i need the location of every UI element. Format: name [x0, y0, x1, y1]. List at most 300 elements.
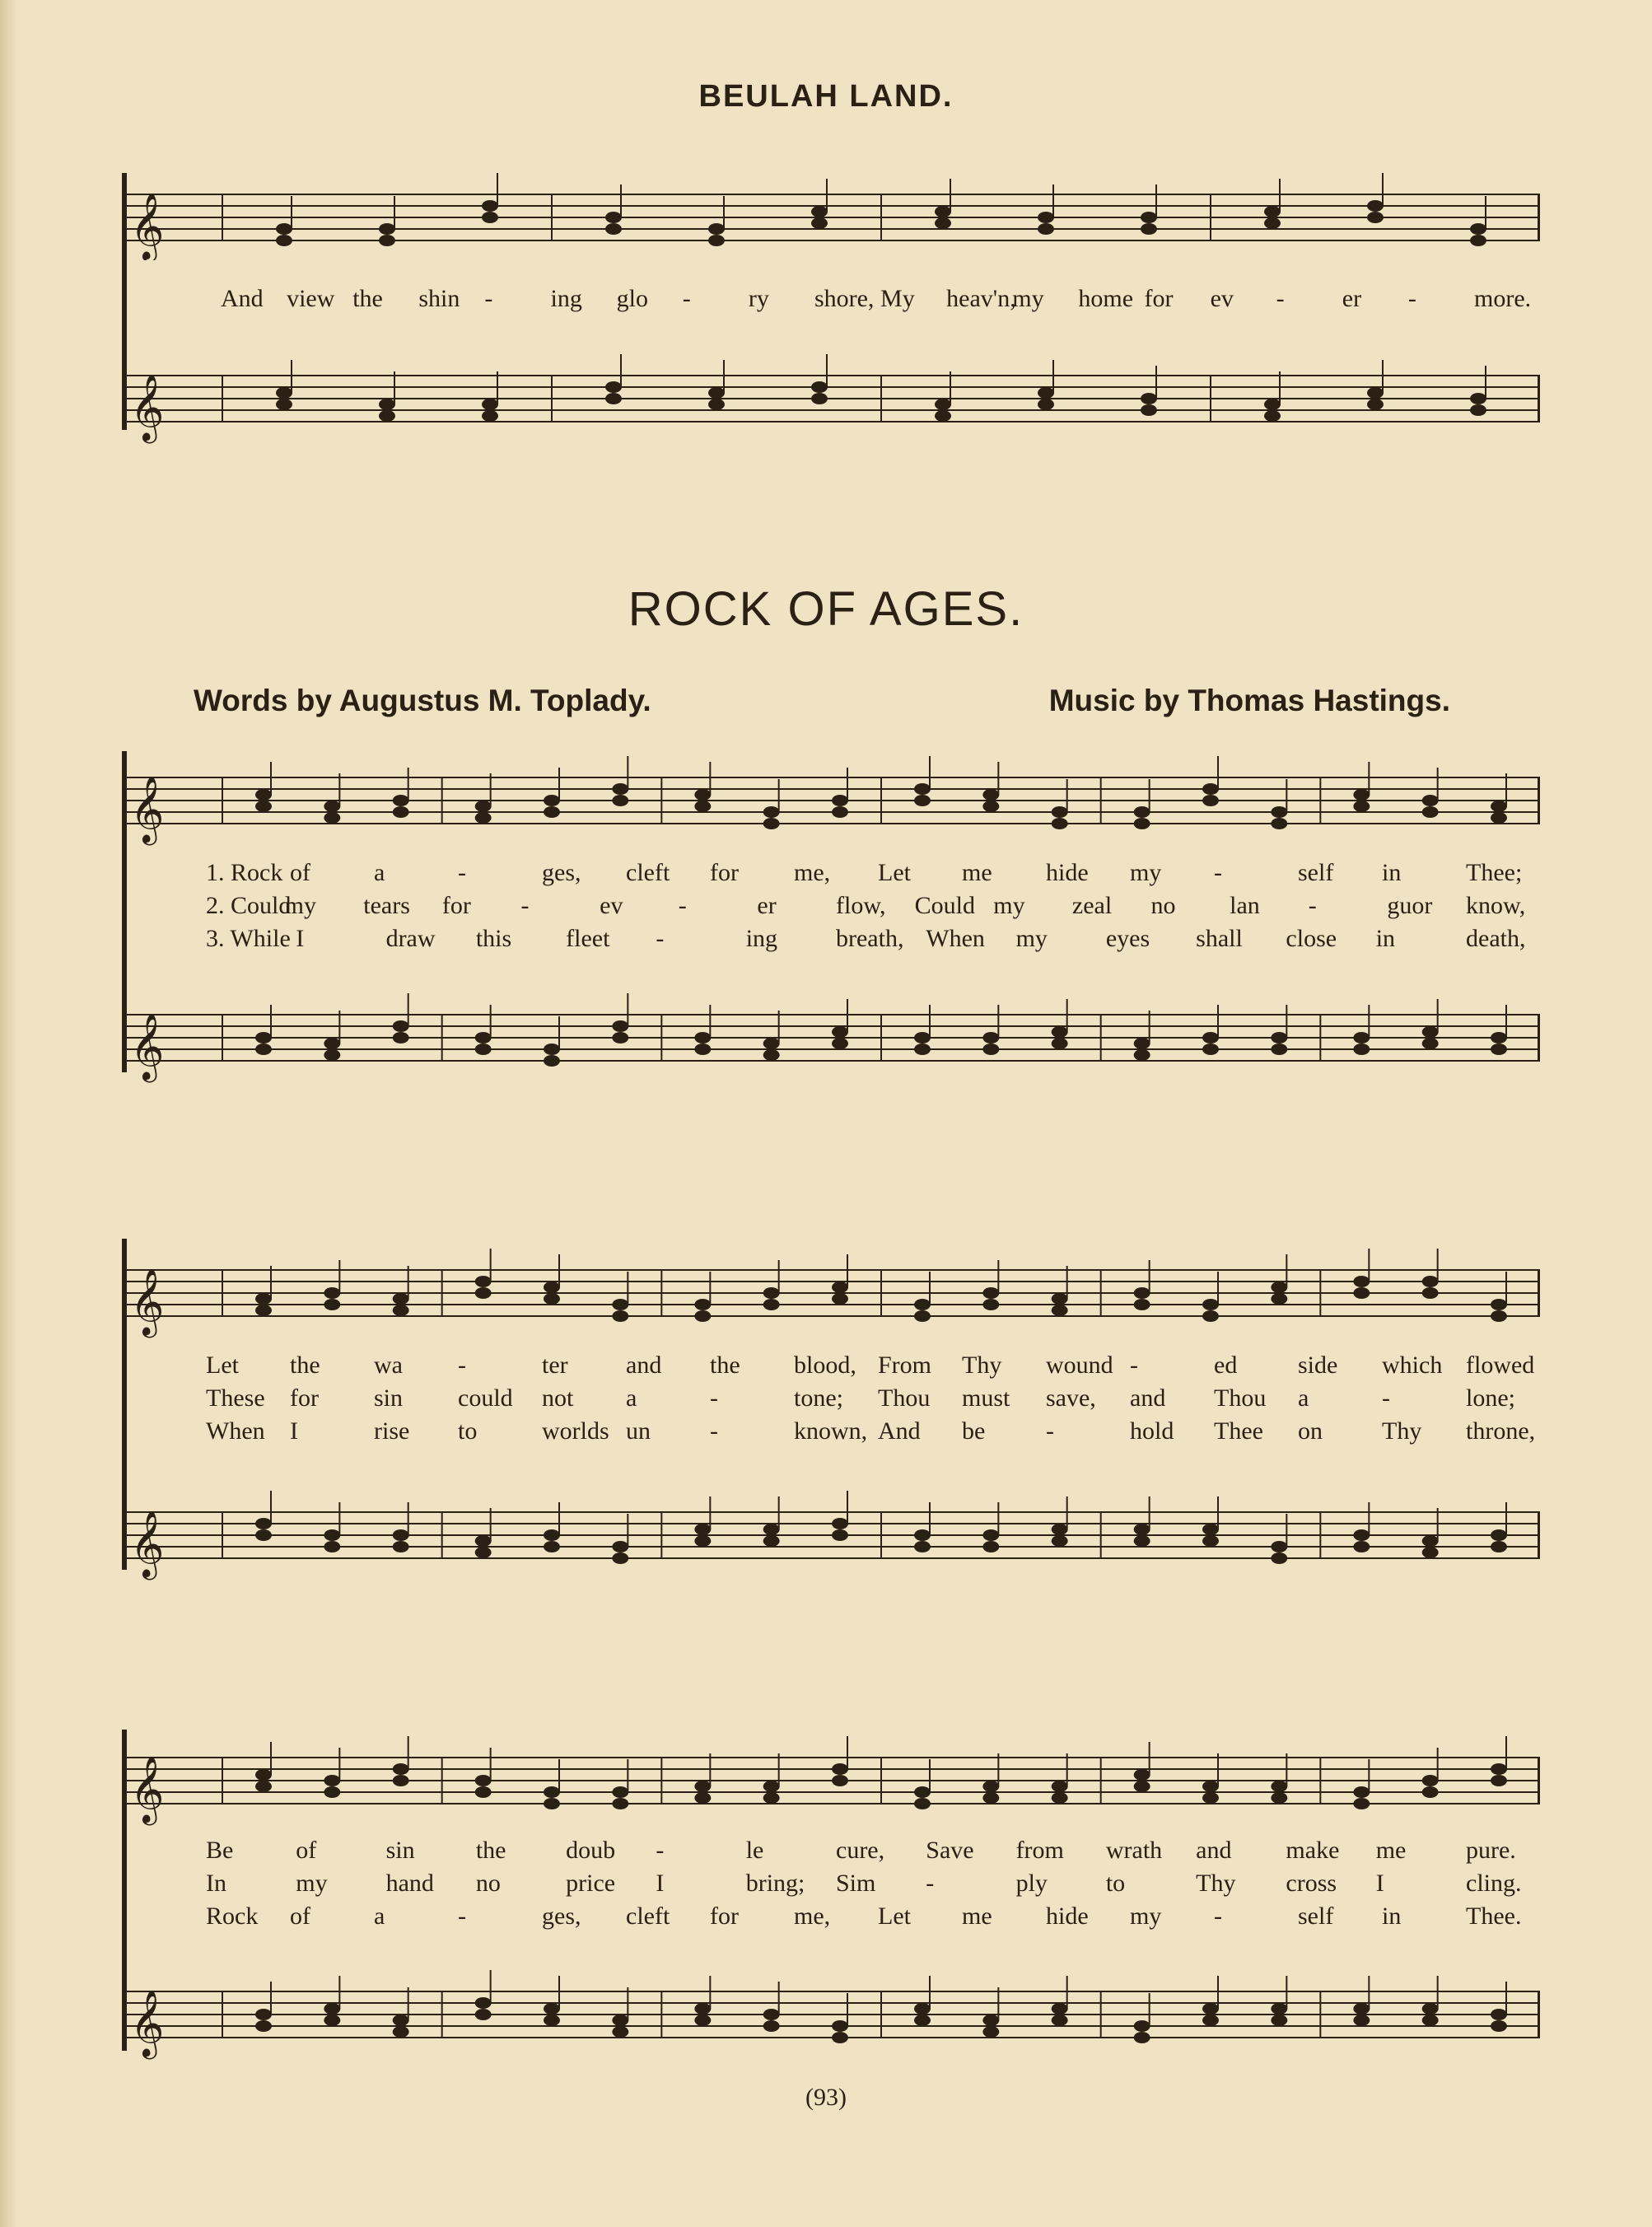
lyric-word: wrath: [1105, 1837, 1163, 1864]
clef-icon: 𝄞: [130, 1268, 165, 1335]
note-head: [832, 1775, 848, 1786]
note-head: [1422, 1547, 1439, 1558]
system2-lyric-line-3: [124, 1417, 1540, 1450]
note-head: [1134, 2020, 1150, 2032]
note-head: [914, 1032, 931, 1043]
lyric-word: -: [1214, 859, 1222, 886]
note-head: [914, 1541, 931, 1552]
lyric-word: fleet: [566, 925, 610, 952]
lyric-word: When: [926, 925, 985, 952]
note-head: [1422, 1287, 1439, 1299]
note-head: [1141, 223, 1157, 235]
lyric-word: tears: [363, 892, 410, 919]
system3-bass-staff: [124, 1954, 1540, 2077]
lyric-word: I: [290, 1417, 298, 1445]
lyric-word: no: [1150, 892, 1176, 919]
note-head: [605, 212, 622, 223]
note-head: [694, 1524, 711, 1535]
note-head: [1052, 806, 1068, 818]
note-head: [393, 1293, 409, 1305]
note-head: [612, 1020, 628, 1032]
note-head: [1271, 1792, 1287, 1804]
note-head: [935, 399, 951, 410]
lyric-word: rise: [374, 1417, 410, 1445]
note-head: [1367, 387, 1384, 399]
lyric-word: a: [374, 859, 385, 886]
note-head: [811, 381, 828, 393]
note-head: [811, 217, 828, 229]
lyric-word: on: [1298, 1417, 1323, 1445]
note-head: [914, 783, 931, 795]
note-head: [1470, 223, 1486, 235]
note-head: [1202, 1535, 1219, 1547]
note-head: [811, 393, 828, 404]
note-head: [1353, 1287, 1370, 1299]
lyric-word: hide: [1046, 859, 1089, 886]
lyric-word: wa: [374, 1352, 403, 1379]
lyric-word: draw: [385, 925, 436, 952]
note-head: [832, 795, 848, 806]
system2-lyrics: [124, 1352, 1540, 1450]
note-head: [379, 235, 395, 246]
lyric-word: for: [710, 859, 739, 886]
system2-lyric-line-2: [124, 1384, 1540, 1417]
note-head: [1353, 1529, 1370, 1541]
lyric-word: -: [1308, 892, 1317, 919]
note-head: [763, 1535, 780, 1547]
lyric-word: heav'n,: [946, 285, 1016, 312]
lyric-word: sin: [385, 1837, 415, 1864]
note-head: [1271, 2003, 1287, 2015]
note-head: [1422, 1535, 1439, 1547]
note-head: [1134, 2032, 1150, 2043]
note-head: [763, 1049, 780, 1061]
note-head: [694, 1299, 711, 1310]
note-head: [1422, 795, 1439, 806]
lyric-word: make: [1286, 1837, 1340, 1864]
note-head: [1134, 1299, 1150, 1310]
lyric-word: ing: [550, 285, 582, 312]
note-head: [1202, 1781, 1219, 1792]
note-head: [935, 410, 951, 422]
note-head: [1491, 801, 1507, 812]
note-head: [1264, 217, 1281, 229]
note-head: [694, 1310, 711, 1322]
note-head: [1422, 1775, 1439, 1786]
lyric-word: -: [520, 892, 530, 919]
note-head: [1038, 387, 1054, 399]
page-number: (93): [805, 2084, 847, 2111]
lyric-word: of: [290, 1903, 310, 1930]
note-head: [763, 1287, 780, 1299]
note-head: [605, 381, 622, 393]
note-head: [982, 1792, 999, 1804]
lyric-word: my: [1130, 859, 1162, 886]
lyric-word: From: [878, 1352, 932, 1379]
note-head: [982, 801, 999, 812]
note-head: [475, 1535, 492, 1547]
note-head: [276, 387, 292, 399]
note-head: [1491, 1299, 1507, 1310]
note-head: [935, 217, 951, 229]
note-head: [982, 2026, 999, 2038]
lyric-word: the: [352, 285, 383, 312]
note-head: [1353, 1043, 1370, 1055]
page-edge: [0, 0, 18, 2227]
note-head: [475, 1032, 492, 1043]
note-head: [324, 1287, 340, 1299]
lyric-word: I: [656, 1870, 665, 1897]
note-head: [475, 1547, 492, 1558]
lyric-word: my: [1012, 285, 1044, 312]
lyric-word: in: [1375, 925, 1396, 952]
note-head: [1491, 1763, 1507, 1775]
note-head: [1202, 1299, 1219, 1310]
note-head: [694, 1043, 711, 1055]
note-head: [544, 2003, 560, 2015]
note-head: [393, 1529, 409, 1541]
note-head: [1202, 2015, 1219, 2026]
lyric-word: which: [1382, 1352, 1443, 1379]
note-head: [544, 806, 560, 818]
note-head: [763, 1038, 780, 1049]
note-head: [324, 1541, 340, 1552]
note-head: [1353, 1798, 1370, 1809]
lyric-word: er: [1342, 285, 1362, 312]
lyric-word: the: [290, 1352, 320, 1379]
note-head: [1271, 1541, 1287, 1552]
note-head: [612, 1541, 628, 1552]
lyric-word: -: [710, 1417, 718, 1445]
note-head: [324, 1049, 340, 1061]
lyric-word: Thy: [1382, 1417, 1422, 1445]
note-head: [832, 2032, 848, 2043]
note-head: [763, 2020, 780, 2032]
lyric-word: flowed: [1466, 1352, 1535, 1379]
lyric-word: ing: [745, 925, 778, 952]
note-head: [276, 223, 292, 235]
lyric-word: Could: [914, 892, 975, 919]
note-head: [1134, 1038, 1150, 1049]
lyric-word: Thee.: [1466, 1903, 1522, 1930]
lyric-word: close: [1286, 925, 1337, 952]
hymn2-title: ROCK OF AGES.: [628, 582, 1024, 636]
note-head: [475, 2009, 492, 2020]
note-head: [914, 1798, 931, 1809]
lyric-word: ev: [1210, 285, 1234, 312]
note-head: [1271, 1552, 1287, 1564]
note-head: [393, 1305, 409, 1316]
lyric-word: guor: [1387, 892, 1433, 919]
note-head: [544, 1798, 560, 1809]
note-head: [1264, 399, 1281, 410]
lyric-word: -: [458, 859, 466, 886]
clef-icon: 𝄞: [130, 1012, 165, 1080]
note-head: [1271, 806, 1287, 818]
lyric-word: me: [1375, 1837, 1407, 1864]
note-head: [694, 789, 711, 801]
note-head: [832, 2020, 848, 2032]
note-head: [1202, 1032, 1219, 1043]
lyric-word: a: [374, 1903, 385, 1930]
lyric-word: 3. While: [206, 925, 291, 952]
note-head: [1134, 1769, 1150, 1781]
lyric-word: cross: [1286, 1870, 1337, 1897]
words-credit: Words by Augustus M. Toplady.: [194, 684, 651, 717]
note-head: [982, 2015, 999, 2026]
lyric-word: -: [710, 1384, 718, 1412]
note-head: [1202, 783, 1219, 795]
clef-icon: 𝄞: [130, 1989, 165, 2057]
note-head: [1353, 1541, 1370, 1552]
lyric-word: -: [656, 1837, 665, 1864]
lyric-word: 1. Rock: [206, 859, 283, 886]
note-head: [255, 801, 272, 812]
lyric-word: Thy: [1196, 1870, 1236, 1897]
lyric-word: -: [1214, 1903, 1222, 1930]
note-head: [1202, 2003, 1219, 2015]
lyric-word: blood,: [794, 1352, 856, 1379]
lyric-word: un: [626, 1417, 651, 1445]
note-head: [324, 1529, 340, 1541]
note-head: [1052, 1038, 1068, 1049]
note-head: [982, 1032, 999, 1043]
note-head: [1422, 1038, 1439, 1049]
note-head: [832, 1038, 848, 1049]
note-head: [1202, 1524, 1219, 1535]
note-head: [914, 2015, 931, 2026]
lyric-word: in: [1382, 1903, 1402, 1930]
lyric-word: cleft: [626, 859, 670, 886]
note-head: [324, 2003, 340, 2015]
note-head: [832, 1529, 848, 1541]
note-head: [763, 806, 780, 818]
lyric-word: -: [1382, 1384, 1390, 1412]
note-head: [324, 2015, 340, 2026]
note-head: [255, 1305, 272, 1316]
hymn1-lyric-line: [124, 285, 1540, 318]
note-head: [1422, 1026, 1439, 1038]
lyric-word: tone;: [794, 1384, 843, 1412]
note-head: [1353, 1032, 1370, 1043]
note-head: [1367, 200, 1384, 212]
note-head: [324, 1299, 340, 1310]
note-head: [982, 1299, 999, 1310]
lyric-word: wound: [1046, 1352, 1113, 1379]
lyric-word: hand: [385, 1870, 434, 1897]
lyric-word: shall: [1196, 925, 1243, 952]
note-head: [1202, 1043, 1219, 1055]
lyric-word: for: [290, 1384, 319, 1412]
note-head: [544, 1043, 560, 1055]
system1-lyric-line-1: [124, 859, 1540, 892]
lyric-word: hold: [1130, 1417, 1174, 1445]
lyric-word: Let: [206, 1352, 239, 1379]
note-head: [393, 1541, 409, 1552]
clef-icon: 𝄞: [130, 192, 165, 259]
lyric-word: Save: [926, 1837, 974, 1864]
note-head: [1141, 212, 1157, 223]
note-head: [1491, 812, 1507, 824]
note-head: [1134, 1287, 1150, 1299]
lyric-word: -: [458, 1352, 466, 1379]
note-head: [544, 1282, 560, 1293]
system3-lyric-line-2: [124, 1870, 1540, 1903]
lyric-word: to: [458, 1417, 478, 1445]
note-head: [1271, 1282, 1287, 1293]
lyric-word: These: [206, 1384, 265, 1412]
note-head: [1353, 2015, 1370, 2026]
note-head: [1491, 1529, 1507, 1541]
note-head: [605, 393, 622, 404]
note-head: [1141, 404, 1157, 416]
clef-icon: 𝄞: [130, 775, 165, 843]
note-head: [763, 1524, 780, 1535]
lyric-word: Thou: [1214, 1384, 1267, 1412]
note-head: [694, 2003, 711, 2015]
note-head: [1353, 1786, 1370, 1798]
lyric-word: of: [290, 859, 310, 886]
note-head: [393, 1775, 409, 1786]
lyric-word: I: [296, 925, 305, 952]
note-head: [1367, 399, 1384, 410]
lyric-word: throne,: [1466, 1417, 1536, 1445]
note-head: [255, 2020, 272, 2032]
lyric-word: me: [962, 1903, 992, 1930]
lyric-word: glo: [616, 285, 648, 312]
note-head: [811, 206, 828, 217]
note-head: [612, 795, 628, 806]
note-head: [982, 1043, 999, 1055]
lyric-word: er: [757, 892, 777, 919]
lyric-word: ev: [600, 892, 623, 919]
note-head: [612, 1310, 628, 1322]
lyric-word: self: [1298, 859, 1334, 886]
clef-icon: 𝄞: [130, 1510, 165, 1577]
note-head: [324, 1786, 340, 1798]
note-head: [1052, 1792, 1068, 1804]
lyric-word: shin: [418, 285, 460, 312]
note-head: [612, 783, 628, 795]
lyric-word: and: [1130, 1384, 1166, 1412]
note-head: [482, 212, 498, 223]
note-head: [1422, 1276, 1439, 1287]
lyric-word: price: [566, 1870, 616, 1897]
lyric-word: -: [656, 925, 665, 952]
lyric-word: Be: [206, 1837, 234, 1864]
note-head: [914, 1310, 931, 1322]
lyric-word: a: [1298, 1384, 1309, 1412]
note-head: [763, 2009, 780, 2020]
note-head: [1470, 404, 1486, 416]
note-head: [1491, 1032, 1507, 1043]
lyric-word: -: [458, 1903, 466, 1930]
lyric-word: to: [1105, 1870, 1126, 1897]
lyric-word: home: [1078, 285, 1134, 312]
note-head: [379, 223, 395, 235]
note-head: [1134, 1781, 1150, 1792]
note-head: [832, 806, 848, 818]
note-head: [1052, 1305, 1068, 1316]
lyric-word: breath,: [836, 925, 904, 952]
note-head: [708, 235, 725, 246]
note-head: [1202, 1792, 1219, 1804]
note-head: [694, 2015, 711, 2026]
hymn1-treble-staff: [124, 170, 1540, 260]
note-head: [544, 1529, 560, 1541]
lyric-word: self: [1298, 1903, 1334, 1930]
lyric-word: cling.: [1466, 1870, 1522, 1897]
note-head: [393, 2015, 409, 2026]
note-head: [255, 789, 272, 801]
lyric-word: not: [542, 1384, 574, 1412]
note-head: [393, 2026, 409, 2038]
lyric-word: no: [475, 1870, 501, 1897]
lyric-word: of: [296, 1837, 317, 1864]
note-head: [763, 1299, 780, 1310]
music-credit: Music by Thomas Hastings.: [1048, 684, 1450, 717]
note-head: [1134, 1049, 1150, 1061]
hymn1-lyrics: [124, 285, 1540, 318]
note-head: [255, 1032, 272, 1043]
note-head: [832, 1518, 848, 1529]
lyric-word: ry: [748, 285, 769, 312]
lyric-word: cure,: [836, 1837, 885, 1864]
lyric-word: When: [206, 1417, 265, 1445]
note-head: [914, 795, 931, 806]
lyric-word: death,: [1466, 925, 1526, 952]
lyric-word: Let: [878, 859, 911, 886]
note-head: [832, 1026, 848, 1038]
note-head: [1141, 393, 1157, 404]
note-head: [612, 2015, 628, 2026]
note-head: [1470, 235, 1486, 246]
lyric-word: sin: [374, 1384, 404, 1412]
system3-lyric-line-1: [124, 1837, 1540, 1870]
note-head: [1353, 1276, 1370, 1287]
lyric-word: Thee;: [1466, 859, 1523, 886]
note-head: [694, 1781, 711, 1792]
note-head: [1491, 2009, 1507, 2020]
lyric-word: Let: [878, 1903, 911, 1930]
lyric-word: my: [284, 892, 316, 919]
note-head: [1271, 1032, 1287, 1043]
lyric-word: for: [441, 892, 471, 919]
note-head: [544, 1786, 560, 1798]
clef-icon: 𝄞: [130, 1755, 165, 1823]
note-head: [1422, 806, 1439, 818]
note-head: [393, 806, 409, 818]
note-head: [1052, 2015, 1068, 2026]
note-head: [379, 399, 395, 410]
lyric-word: lone;: [1466, 1384, 1515, 1412]
note-head: [475, 1997, 492, 2009]
note-head: [1264, 410, 1281, 422]
system3-treble-staff: [124, 1728, 1540, 1827]
lyric-word: -: [484, 285, 493, 312]
note-head: [255, 1293, 272, 1305]
note-head: [708, 399, 725, 410]
note-head: [612, 1786, 628, 1798]
lyric-word: worlds: [542, 1417, 609, 1445]
note-head: [694, 1032, 711, 1043]
lyric-word: me: [962, 859, 992, 886]
lyric-word: ed: [1214, 1352, 1238, 1379]
note-head: [763, 1781, 780, 1792]
lyric-word: known,: [794, 1417, 868, 1445]
note-head: [1038, 223, 1054, 235]
note-head: [914, 1043, 931, 1055]
